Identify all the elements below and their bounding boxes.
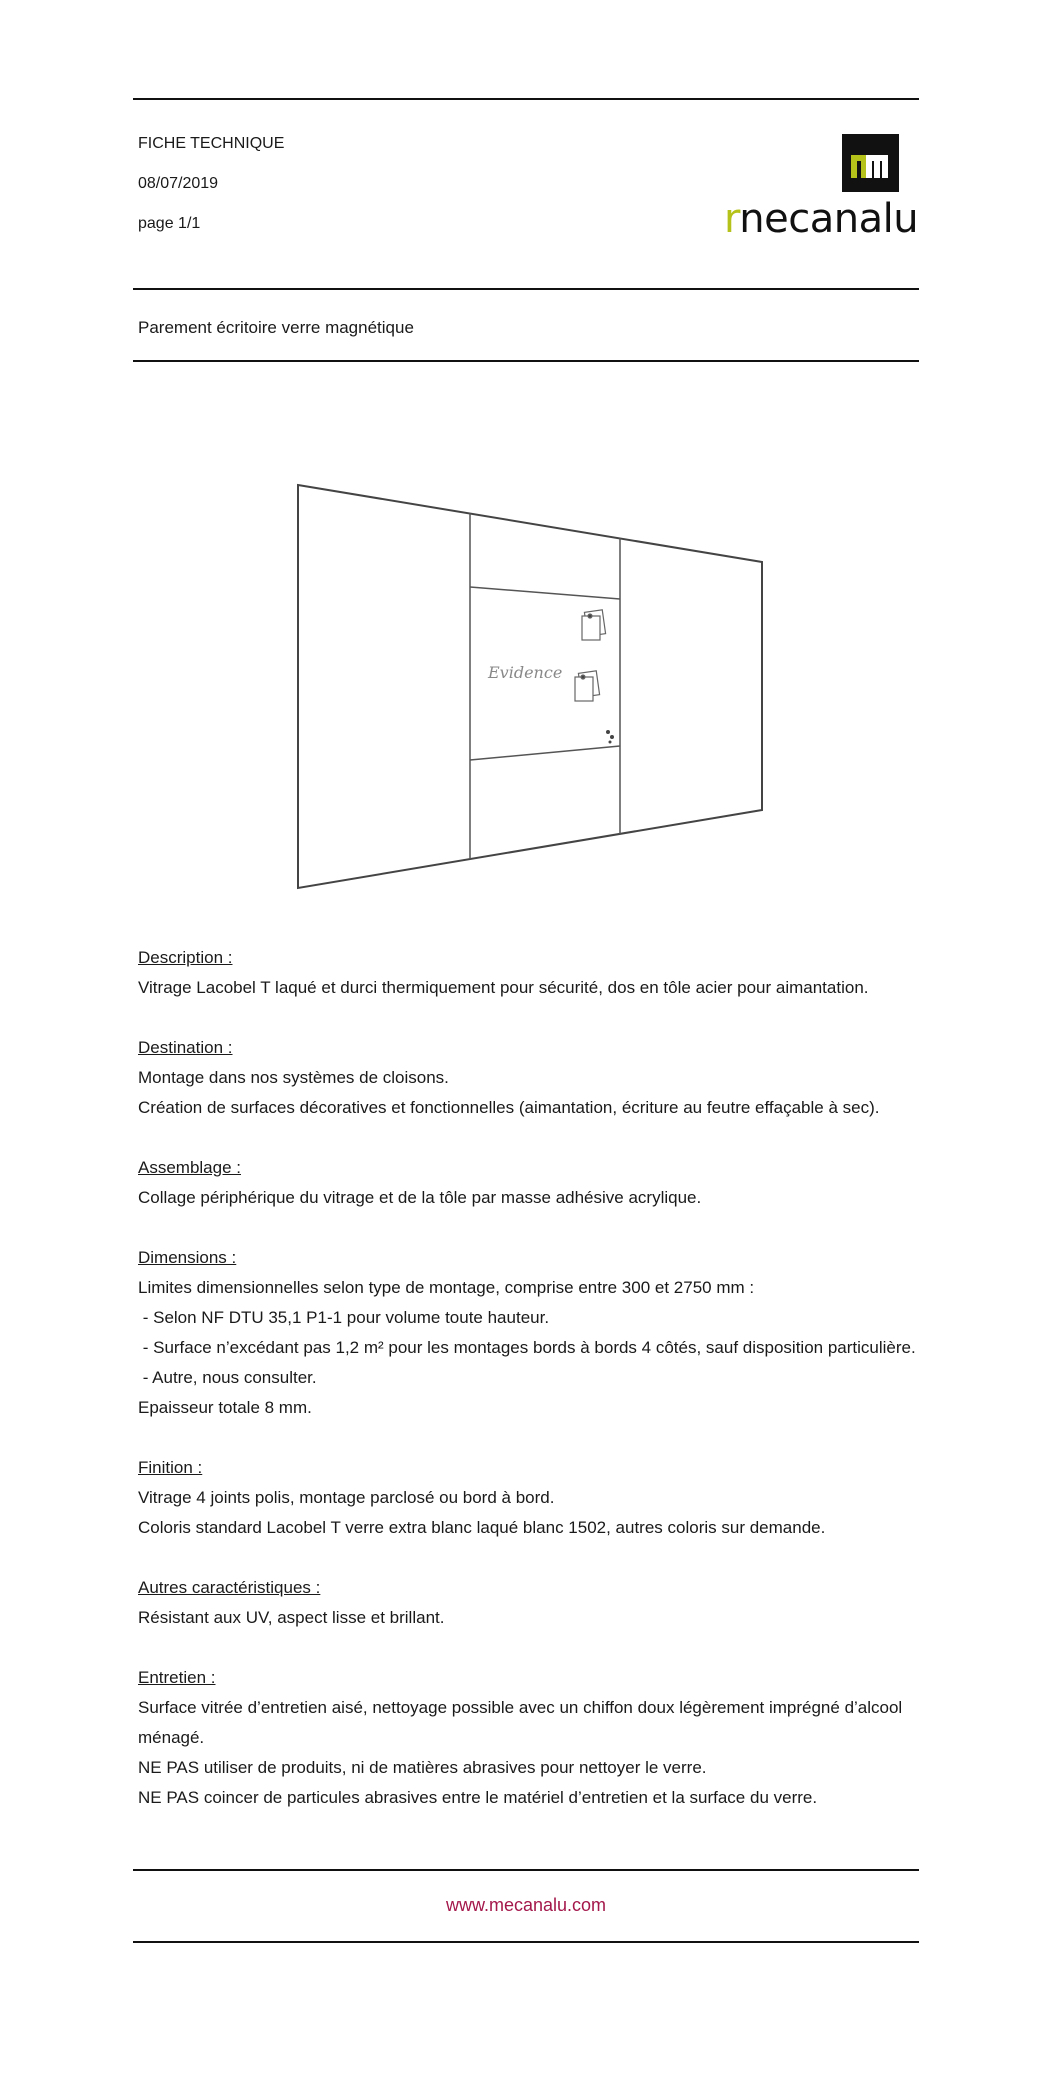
section-line: - Surface n’excédant pas 1,2 m² pour les montages bords à bords 4 côtés, sauf disposition particulière. xyxy=(138,1338,916,1357)
section-assemblage xyxy=(138,1153,918,1213)
header-rule xyxy=(133,288,919,290)
specifications xyxy=(138,943,918,1843)
section-description xyxy=(138,943,918,1003)
section-line: Montage dans nos systèmes de cloisons. xyxy=(138,1068,449,1087)
section-entretien xyxy=(138,1663,918,1813)
logo-mark-icon xyxy=(842,134,899,192)
section-title: Autres caractéristiques : xyxy=(138,1578,321,1597)
note-icon xyxy=(582,610,606,640)
top-rule xyxy=(133,98,919,100)
section-finition xyxy=(138,1453,918,1543)
section-line: Collage périphérique du vitrage et de la tôle par masse adhésive acrylique. xyxy=(138,1188,702,1207)
section-line: Limites dimensionnelles selon type de montage, comprise entre 300 et 2750 mm : xyxy=(138,1278,755,1297)
website-link[interactable]: www.mecanalu.com xyxy=(445,1895,607,1915)
board-text: Evidence xyxy=(488,663,563,682)
logo-wordmark: rnecanalu xyxy=(724,196,919,242)
section-line: NE PAS coincer de particules abrasives entre le matériel d’entretien et la surface du verre. xyxy=(138,1788,818,1807)
section-title: Finition : xyxy=(138,1458,203,1477)
section-line: Surface vitrée d’entretien aisé, nettoyage possible avec un chiffon doux légèrement imprégné d’alcool ménagé. xyxy=(138,1698,903,1747)
subject-rule xyxy=(133,360,919,362)
section-title: Dimensions : xyxy=(138,1248,237,1267)
section-autres-caracteristiques xyxy=(138,1573,918,1633)
section-line: Vitrage Lacobel T laqué et durci thermiquement pour sécurité, dos en tôle acier pour aimantation. xyxy=(138,978,869,997)
footer-top-rule xyxy=(133,1869,919,1871)
section-title: Entretien : xyxy=(138,1668,216,1687)
note-icon xyxy=(575,671,600,701)
product-drawing xyxy=(290,478,770,898)
section-line: - Selon NF DTU 35,1 P1-1 pour volume toute hauteur. xyxy=(138,1308,550,1327)
section-line: Résistant aux UV, aspect lisse et brillant. xyxy=(138,1608,445,1627)
doc-type: FICHE TECHNIQUE xyxy=(138,135,285,152)
section-line: - Autre, nous consulter. xyxy=(138,1368,317,1387)
page-number: page 1/1 xyxy=(138,215,201,232)
section-title: Assemblage : xyxy=(138,1158,241,1177)
section-line: NE PAS utiliser de produits, ni de matières abrasives pour nettoyer le verre. xyxy=(138,1758,707,1777)
section-line: Vitrage 4 joints polis, montage parclosé ou bord à bord. xyxy=(138,1488,555,1507)
doc-date: 08/07/2019 xyxy=(138,175,219,192)
section-title: Destination : xyxy=(138,1038,233,1057)
section-line: Coloris standard Lacobel T verre extra blanc laqué blanc 1502, autres coloris sur demande. xyxy=(138,1518,826,1537)
section-dimensions xyxy=(138,1243,918,1423)
magnet-icon xyxy=(606,730,614,744)
document-subject: Parement écritoire verre magnétique xyxy=(138,318,414,337)
section-title: Description : xyxy=(138,948,233,967)
section-line: Création de surfaces décoratives et fonctionnelles (aimantation, écriture au feutre effaçable à sec). xyxy=(138,1098,880,1117)
footer-bottom-rule xyxy=(133,1941,919,1943)
section-destination xyxy=(138,1033,918,1123)
section-line: Epaisseur totale 8 mm. xyxy=(138,1398,312,1417)
